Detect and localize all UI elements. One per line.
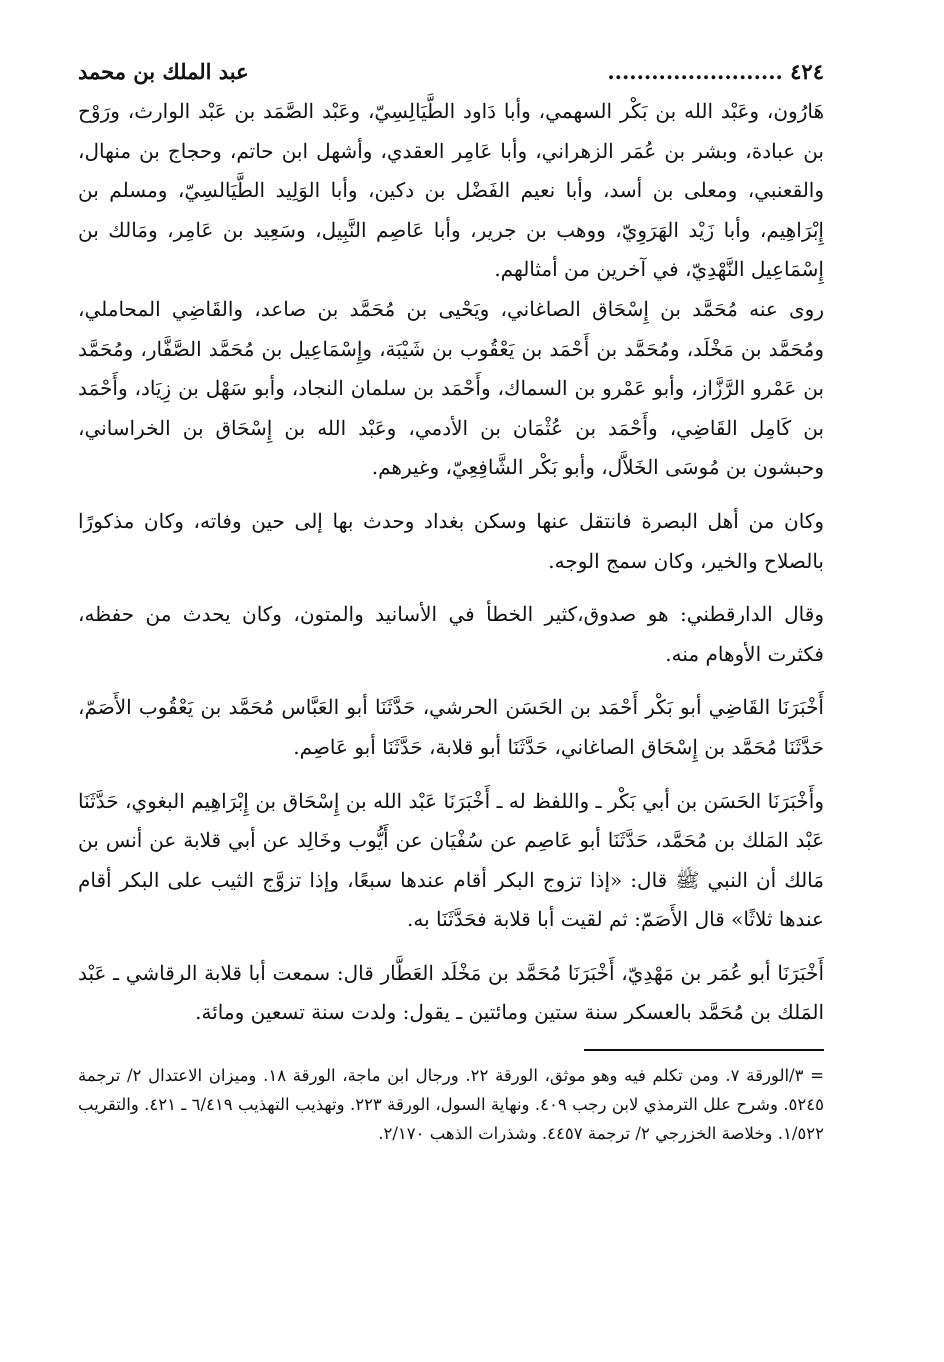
header-dots: ........................ — [607, 59, 783, 84]
paragraph-birth: أَخْبَرَنَا أبو عُمَر بن مَهْدِيّ، أَخْبَرَنَا مُحَمَّد بن مَخْلَد العَطَّار قال: سمعت أبا قلابة الرقاشي ـ عَبْد المَلك بن مُحَمَّد بالعسكر سنة ستين ومائتين ـ يقول: ولدت سنة تسعين ومائة. — [78, 960, 824, 1025]
page-header — [78, 52, 824, 92]
paragraph-hadith: وأَخْبَرَنَا الحَسَن بن أبي بَكْر ـ واللفظ له ـ أَخْبَرَنَا عَبْد الله بن إِسْحَاق بن إِبْرَاهِيم البغوي، حَدَّثَنَا عَبْد المَلك بن مُحَمَّد، حَدَّثَنَا أبو عَاصِم عن سُفْيَان عن أَيُّوب وخَالِد عن أبي قلابة عن أنس بن مَالك أن النبي ﷺ قال: «إذا تزوج البكر أقام عندها سبعًا، وإذا تزوَّج الثيب على البكر أقام عندها ثلاثًا» قال الأَصَمّ: ثم لقيت أبا قلابة فحَدَّثَنَا به. — [78, 788, 825, 932]
page-number: ٤٢٤ — [790, 59, 824, 84]
paragraph-isnad-1: أَخْبَرَنَا القَاضِي أبو بَكْر أَحْمَد بن الحَسَن الحرشي، حَدَّثَنَا أبو العَبَّاس مُحَمَّد بن يَعْقُوب الأَصَمّ، حَدَّثَنَا مُحَمَّد بن إِسْحَاق الصاغاني، حَدَّثَنَا أبو قلابة، حَدَّثَنَا أبو عَاصِم. — [78, 695, 824, 759]
footnote: = ٣/الورقة ٧. ومن تكلم فيه وهو موثق، الورقة ٢٢. ورجال ابن ماجة، الورقة ١٨. وميزان الاعتدال ٢/ ترجمة ٥٢٤٥. وشرح علل الترمذي لابن رجب ٤٠٩. ونهاية السول، الورقة ٢٢٣. وتهذيب التهذيب ٦/٤١٩ ـ ٤٢١. والتقريب ١/٥٢٢. وخلاصة الخزرجي ٢/ ترجمة ٤٤٥٧. وشذرات الذهب ٢/١٧٠. — [78, 1066, 825, 1144]
paragraph-biography: وكان من أهل البصرة فانتقل عنها وسكن بغداد وحدث بها إلى حين وفاته، وكان مذكورًا بالصلاح والخير، وكان سمج الوجه. — [78, 508, 824, 573]
paragraph-gap — [78, 768, 824, 782]
book-page — [78, 52, 824, 1148]
paragraph-gap — [78, 581, 824, 595]
paragraph-gap — [78, 940, 824, 954]
paragraph-gap — [78, 674, 824, 688]
paragraph-daraqutni: وقال الدارقطني: هو صدوق،كثير الخطأ في الأسانيد والمتون، وكان يحدث من حفظه، فكثرت الأوهام منه. — [78, 602, 824, 666]
footnote-rule — [584, 1049, 824, 1051]
paragraph-students: روى عنه مُحَمَّد بن إِسْحَاق الصاغاني، ويَحْيى بن مُحَمَّد بن صاعد، والقَاضِي المحاملي، ومُحَمَّد بن مَخْلَد، ومُحَمَّد بن أَحْمَد بن يَعْقُوب بن شَيْبَة، وإِسْمَاعِيل بن مُحَمَّد الصَّفَّار، ومُحَمَّد بن عَمْرو الرَّزَّاز، وأبو عَمْرو بن السماك، وأَحْمَد بن سلمان النجاد، وأبو سَهْل بن زِيَاد، وأَحْمَد بن كَامِل القَاضِي، وأَحْمَد بن عُثْمَان بن الأدمي، وعَبْد الله بن إِسْحَاق بن الخراساني، وحبشون بن مُوسَى الخَلاَّل، وأبو بَكْر الشَّافِعِيّ، وغيرهم. — [78, 296, 824, 480]
header-right — [607, 52, 824, 92]
paragraph-gap — [78, 488, 824, 502]
paragraph-teachers: هَارُون، وعَبْد الله بن بَكْر السهمي، وأبا دَاود الطَّيَالِسِيّ، وعَبْد الصَّمَد بن عَبْد الوارث، ورَوْح بن عبادة، وبشر بن عُمَر الزهراني، وأبا عَامِر العقدي، وأشهل ابن حاتم، وحجاج بن منهال، والقعنبي، ومعلى بن أسد، وأبا نعيم الفَضْل بن دكين، وأبا الوَلِيد الطَّيَالسِيّ، ومسلم بن إِبْرَاهِيم، وأبا زَيْد الهَرَوِيّ، ووهب بن جرير، وأبا عَاصِم النَّبِيل، وسَعِيد بن عَامِر، ومَالك بن إِسْمَاعِيل النَّهْدِيّ، في آخرين من أمثالهم. — [78, 99, 824, 282]
running-title: عبد الملك بن محمد — [78, 59, 249, 84]
